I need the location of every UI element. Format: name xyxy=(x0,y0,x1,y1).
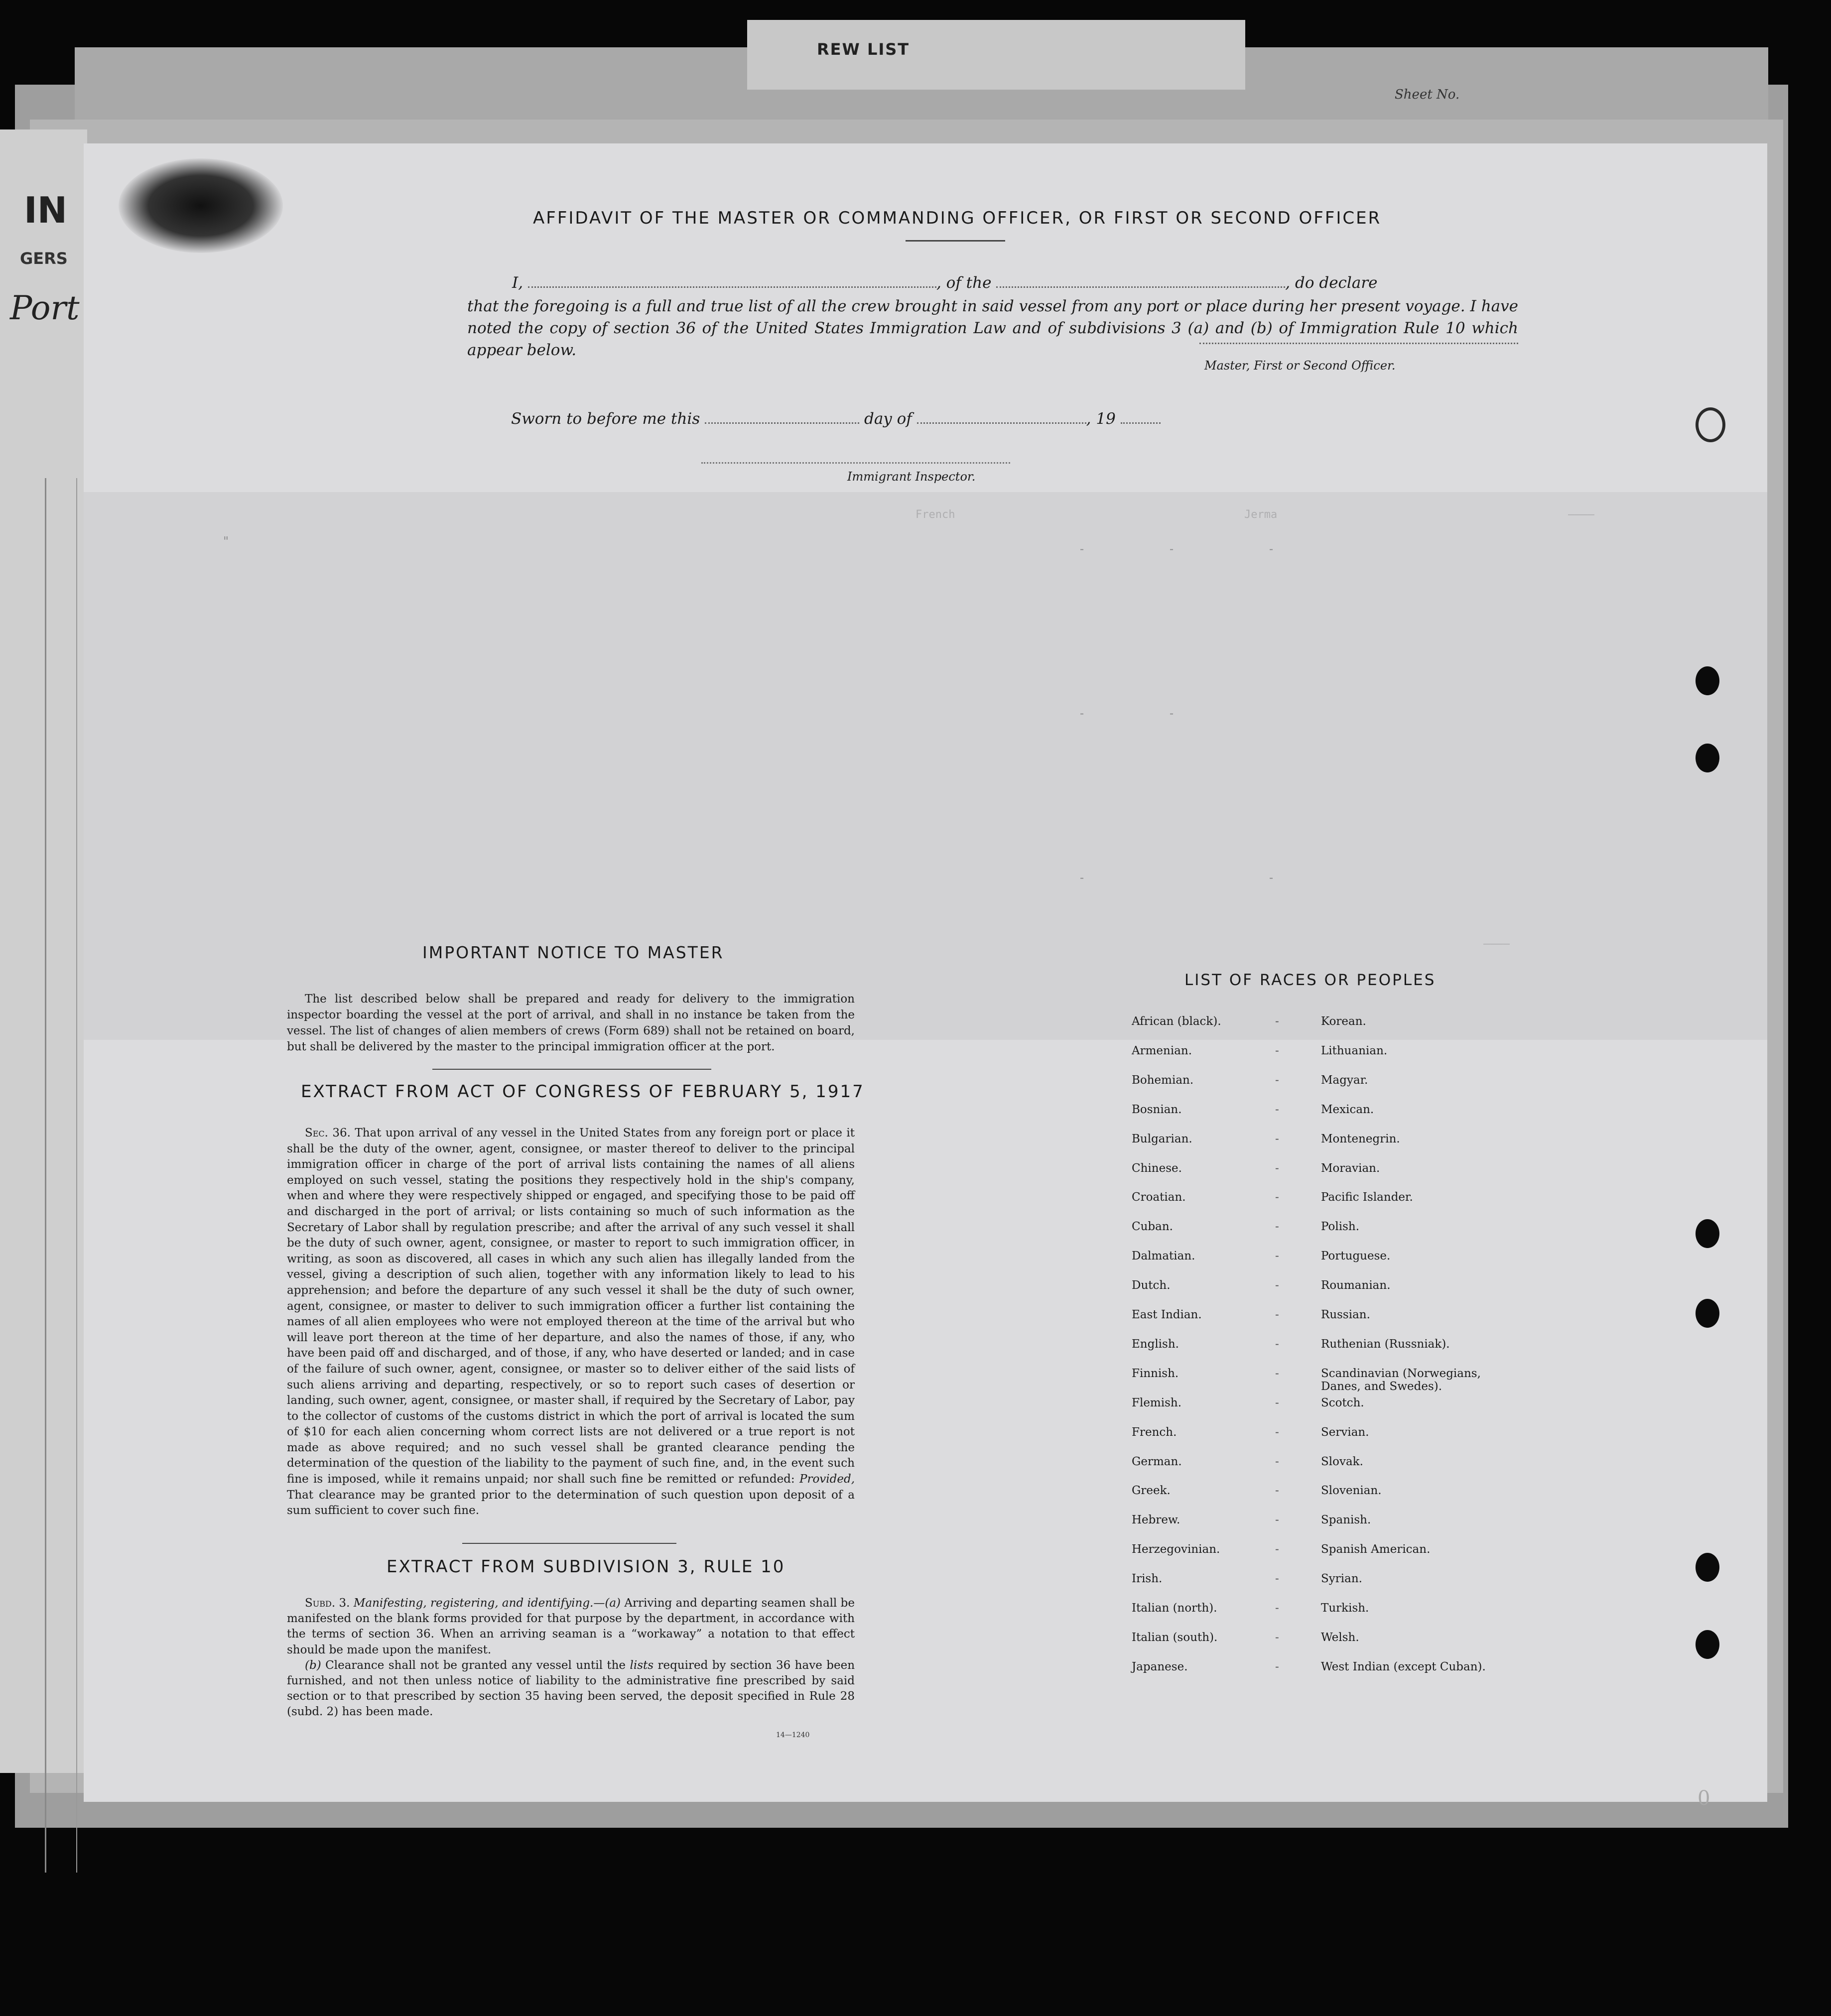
affidavit-body: that the foregoing is a full and true list of all the crew brought in said vessel from any port or place during her present voyage. I have noted the copy of section 36 of the United States Immigration Law and of subdivisions 3 (a) and (b) of Immigration Rule 10 which appear below. xyxy=(467,297,1518,359)
punch-hole xyxy=(1696,407,1725,442)
race-separator-dash: - xyxy=(1275,1132,1279,1145)
dash-mark: - xyxy=(1170,542,1174,556)
proviso-text: That clearance may be granted prior to the determination of such question upon deposit of a sum sufficient to cover such fine. xyxy=(287,1488,855,1517)
race-left-item: Cuban. xyxy=(1132,1220,1173,1234)
race-separator-dash: - xyxy=(1275,1308,1279,1321)
race-separator-dash: - xyxy=(1275,1250,1279,1263)
year-blank[interactable] xyxy=(1121,422,1161,424)
race-right-item: Servian. xyxy=(1321,1425,1369,1439)
bleed-through-region xyxy=(84,492,1767,1040)
race-right-item: Korean. xyxy=(1321,1015,1366,1028)
affidavit-i: I, xyxy=(512,274,523,292)
month-blank[interactable] xyxy=(917,422,1086,424)
race-left-item: Armenian. xyxy=(1132,1044,1192,1057)
punch-hole xyxy=(1696,744,1719,772)
race-right-item: Mexican. xyxy=(1321,1103,1374,1116)
sworn-line xyxy=(511,410,1161,428)
section-rule xyxy=(432,1069,711,1070)
races-list-title: LIST OF RACES OR PEOPLES xyxy=(1184,971,1436,989)
punch-hole xyxy=(1696,1299,1719,1328)
section-label: Sec. 36. xyxy=(305,1127,351,1139)
ditto-mark: " xyxy=(223,534,229,548)
affidavit-do-declare: , do declare xyxy=(1285,274,1378,292)
subd-label: Subd. 3. xyxy=(305,1597,350,1610)
punch-hole xyxy=(1696,1553,1719,1582)
race-left-item: English. xyxy=(1132,1337,1179,1351)
dash-mark: - xyxy=(1080,871,1084,884)
race-separator-dash: - xyxy=(1275,1161,1279,1175)
race-separator-dash: - xyxy=(1275,1337,1279,1351)
race-right-item: Magyar. xyxy=(1321,1073,1368,1087)
race-separator-dash: - xyxy=(1275,1425,1279,1439)
sworn-prefix: Sworn to before me this xyxy=(511,410,700,428)
subdivision-para-a xyxy=(287,1596,855,1658)
dash-mark: - xyxy=(1269,871,1274,884)
race-left-item: French. xyxy=(1132,1425,1177,1439)
race-left-item: Italian (south). xyxy=(1132,1631,1218,1644)
notice-text: The list described below shall be prepared and ready for delivery to the immigration inspector boarding the vessel at the port of arrival, and shall in no instance be taken from the vessel. The list of changes of alien members of crews (Form 689) shall not be retained on board, but shall be delivered by the master to the principal immigration officer at the port. xyxy=(287,993,855,1053)
race-left-item: Herzegovinian. xyxy=(1132,1543,1220,1556)
race-right-item: Scotch. xyxy=(1321,1396,1364,1409)
race-separator-dash: - xyxy=(1275,1220,1279,1234)
extract-rule-title: EXTRACT FROM SUBDIVISION 3, RULE 10 xyxy=(387,1557,785,1577)
race-right-item: Pacific Islander. xyxy=(1321,1191,1413,1204)
race-separator-dash: - xyxy=(1275,1396,1279,1409)
race-separator-dash: - xyxy=(1275,1631,1279,1644)
race-separator-dash: - xyxy=(1275,1602,1279,1615)
left-page-column-rule xyxy=(45,478,77,1873)
dash-mark: - xyxy=(1080,542,1084,556)
subd-b-text-1: Clearance shall not be granted any vessel until the xyxy=(325,1658,626,1672)
sworn-year: , 19 xyxy=(1086,410,1116,428)
edge-mark: 0 xyxy=(1698,1787,1710,1810)
race-separator-dash: - xyxy=(1275,1044,1279,1057)
left-page-letters: IN xyxy=(24,189,68,231)
subd-b-label: (b) xyxy=(305,1658,321,1672)
race-left-item: German. xyxy=(1132,1455,1182,1468)
race-left-item: Chinese. xyxy=(1132,1161,1182,1175)
race-right-item: Russian. xyxy=(1321,1308,1370,1321)
race-right-item: Lithuanian. xyxy=(1321,1044,1388,1057)
left-page-port: Port xyxy=(10,289,80,327)
name-blank[interactable] xyxy=(528,286,936,288)
bleed-through-text: ———— xyxy=(1568,508,1594,521)
title-rule xyxy=(906,240,1005,242)
race-left-item: Finnish. xyxy=(1132,1367,1179,1380)
signature-blank[interactable] xyxy=(1199,343,1518,344)
left-underlying-page xyxy=(0,129,87,1773)
extract-act-title: EXTRACT FROM ACT OF CONGRESS OF FEBRUARY 5, 1917 xyxy=(301,1082,865,1102)
section-36-text xyxy=(287,1126,855,1519)
race-left-item: East Indian. xyxy=(1132,1308,1202,1321)
subdivision-3-text xyxy=(287,1596,855,1720)
race-left-item: Irish. xyxy=(1132,1572,1163,1586)
affidavit-title: AFFIDAVIT OF THE MASTER OR COMMANDING OFFICER, OR FIRST OR SECOND OFFICER xyxy=(533,208,1382,228)
race-left-item: Italian (north). xyxy=(1132,1602,1217,1615)
race-right-item: Slovak. xyxy=(1321,1455,1363,1468)
race-separator-dash: - xyxy=(1275,1073,1279,1087)
race-separator-dash: - xyxy=(1275,1543,1279,1556)
race-left-item: Croatian. xyxy=(1132,1191,1186,1204)
form-number: 14—1240 xyxy=(776,1731,810,1739)
subd-b-lists: lists xyxy=(630,1658,654,1672)
signature-label: Master, First or Second Officer. xyxy=(1204,359,1396,373)
race-left-item: Dalmatian. xyxy=(1132,1250,1195,1263)
subd-b-text-2: required by section 36 have been furnished, and not then unless notice of liability to the administrative fine prescribed by said section or to that prescribed by section 35 having been served, the deposit specified in Rule 28 (subd. 2) has been made. xyxy=(287,1658,855,1719)
section-36-body: That upon arrival of any vessel in the United States from any foreign port or place it shall be the duty of the owner, agent, consignee, or master thereof to deliver to the principal immigration officer in charge of the port of arrival lists containing the names of all aliens employed on such vessel, stating the positions they respectively hold in the ship's company, when and where they were respectively shipped or engaged, and specifying those to be paid off and discharged in the port of arrival; or lists containing so much of such information as the Secretary of Labor shall by regulation prescribe; and after the arrival of any such vessel it shall be the duty of such owner, agent, consignee, or master to report to such immigration officer, in writing, as soon as discovered, all cases in which any such alien has illegally landed from the vessel, giving a description of such alien, together with any information likely to lead to his apprehension; and before the departure of any such vessel it shall be the duty of such owner, agent, consignee, or master to deliver to such immigration officer a further list containing the names of all alien employees who were not employed thereon at the time of the arrival but who will leave port thereon at the time of her departure, and also the names of those, if any, who have been paid off and discharged, and of those, if any, who have deserted or landed; and in case of the failure of such owner, agent, consignee, or master so to deliver either of the said lists of such aliens arriving and departing, respectively, or so to report such cases of desertion or landing, such owner, agent, consignee, or master shall, if required by the Secretary of Labor, pay to the collector of customs of the customs district in which the port of arrival is located the sum of $10 for each alien concerning whom correct lists are not delivered or a true report is not made as above required; and no such vessel shall be granted clearance pending the determination of the question of the liability to the payment of such fine, and, in the event such fine is imposed, while it remains unpaid; nor shall such fine be remitted or refunded: xyxy=(287,1127,855,1486)
dash-mark: - xyxy=(1170,706,1174,720)
race-left-item: Flemish. xyxy=(1132,1396,1182,1409)
bleed-through-text: Jerma xyxy=(1244,508,1278,521)
dash-mark: - xyxy=(1080,706,1084,720)
ink-stain xyxy=(119,158,283,253)
race-right-item: Spanish American. xyxy=(1321,1543,1431,1556)
race-left-item: Bulgarian. xyxy=(1132,1132,1192,1145)
race-separator-dash: - xyxy=(1275,1455,1279,1468)
sheet-number-label: Sheet No. xyxy=(1395,87,1460,102)
race-right-item: Syrian. xyxy=(1321,1572,1362,1586)
punch-hole xyxy=(1696,1219,1719,1248)
race-right-item: Roumanian. xyxy=(1321,1279,1391,1292)
subdivision-para-b xyxy=(287,1658,855,1720)
race-right-item: Moravian. xyxy=(1321,1161,1380,1175)
race-separator-dash: - xyxy=(1275,1279,1279,1292)
race-right-item: Spanish. xyxy=(1321,1513,1371,1527)
punch-hole xyxy=(1696,666,1719,695)
punch-hole xyxy=(1696,1630,1719,1659)
race-left-item: African (black). xyxy=(1132,1015,1221,1028)
vessel-blank[interactable] xyxy=(996,286,1285,288)
section-rule xyxy=(462,1543,676,1544)
race-left-item: Japanese. xyxy=(1132,1660,1188,1673)
race-right-item: Polish. xyxy=(1321,1220,1360,1234)
race-left-item: Bohemian. xyxy=(1132,1073,1194,1087)
sworn-day-of: day of xyxy=(864,410,912,428)
race-right-item: Portuguese. xyxy=(1321,1250,1391,1263)
notice-title: IMPORTANT NOTICE TO MASTER xyxy=(422,943,724,962)
race-separator-dash: - xyxy=(1275,1103,1279,1116)
race-left-item: Dutch. xyxy=(1132,1279,1171,1292)
race-separator-dash: - xyxy=(1275,1660,1279,1673)
crew-list-tab-label: REW LIST xyxy=(817,40,910,59)
race-separator-dash: - xyxy=(1275,1191,1279,1204)
document-sheet xyxy=(84,143,1767,1810)
bleed-through-text: French xyxy=(916,508,955,521)
race-right-item: Welsh. xyxy=(1321,1631,1359,1644)
race-separator-dash: - xyxy=(1275,1367,1279,1380)
subd-heading: Manifesting, registering, and identifying.—(a) xyxy=(353,1597,621,1610)
inspector-signature-blank[interactable] xyxy=(701,462,1010,464)
race-right-item: Turkish. xyxy=(1321,1602,1369,1615)
affidavit-declaration-line xyxy=(512,274,1518,292)
race-left-item: Hebrew. xyxy=(1132,1513,1180,1527)
bleed-through-text: ———— xyxy=(1483,938,1510,950)
race-left-item: Greek. xyxy=(1132,1484,1171,1498)
race-separator-dash: - xyxy=(1275,1484,1279,1498)
day-blank[interactable] xyxy=(705,422,859,424)
race-right-item: Slovenian. xyxy=(1321,1484,1382,1498)
race-right-item: West Indian (except Cuban). xyxy=(1321,1660,1486,1673)
subd-para-a-text: Arriving and departing seamen shall be manifested on the blank forms provided for that purpose by the department, in accordance with the terms of section 36. When an arriving seaman is a “workaway” a notation to that effect should be made upon the manifest. xyxy=(287,1597,855,1656)
proviso-label: Provided, xyxy=(799,1473,855,1486)
affidavit-of-the: , of the xyxy=(936,274,992,292)
inspector-label: Immigrant Inspector. xyxy=(847,470,976,484)
race-separator-dash: - xyxy=(1275,1513,1279,1527)
dash-mark: - xyxy=(1269,542,1274,556)
race-right-item: Scandinavian (Norwegians, Danes, and Swedes). xyxy=(1321,1367,1481,1393)
race-right-item: Ruthenian (Russniak). xyxy=(1321,1337,1450,1351)
race-left-item: Bosnian. xyxy=(1132,1103,1182,1116)
race-separator-dash: - xyxy=(1275,1015,1279,1028)
left-page-fragment: GERS xyxy=(20,249,68,268)
race-separator-dash: - xyxy=(1275,1572,1279,1586)
race-right-item: Montenegrin. xyxy=(1321,1132,1400,1145)
